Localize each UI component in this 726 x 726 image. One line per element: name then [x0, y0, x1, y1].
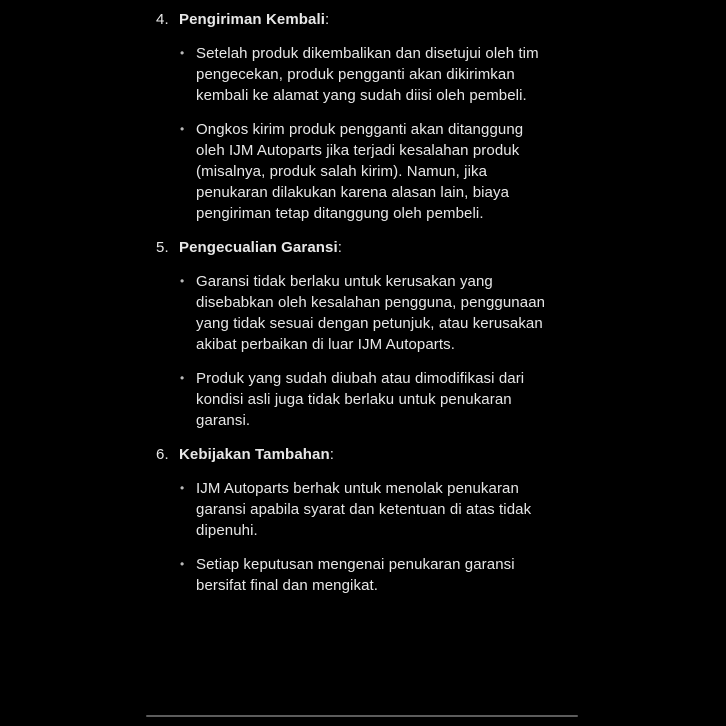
bullet-icon: •: [180, 371, 185, 385]
list-item: [146, 43, 580, 106]
section-number: 5.: [156, 239, 169, 256]
section-title-wrap: [179, 444, 334, 465]
section-title: Pengiriman Kembali: [179, 11, 326, 28]
bullet-icon: •: [180, 481, 185, 495]
bullet-text: Garansi tidak berlaku untuk kerusakan yang disebabkan oleh kesalahan pengguna, penggunaan yang tidak sesuai dengan petunjuk, atau kerusakan akibat perbaikan di luar IJM Autoparts.: [196, 273, 546, 353]
section-kebijakan-tambahan: [146, 444, 580, 609]
section-title: Pengecualian Garansi: [179, 239, 338, 256]
bullet-text: Setiap keputusan mengenai penukaran garansi bersifat final dan mengikat.: [196, 556, 515, 594]
section-heading: [146, 444, 580, 465]
list-item: [146, 368, 580, 431]
section-number: 6.: [156, 446, 169, 463]
bullet-icon: •: [180, 274, 185, 288]
section-heading: [146, 237, 580, 258]
bullet-icon: •: [180, 557, 185, 571]
section-title-wrap: [179, 9, 329, 30]
list-item: [146, 119, 580, 224]
section-title-suffix: :: [325, 11, 330, 28]
section-title: Kebijakan Tambahan: [179, 446, 330, 463]
list-item: [146, 554, 580, 596]
section-title-wrap: [179, 237, 342, 258]
policy-document: [146, 0, 580, 726]
section-heading: [146, 9, 580, 30]
bottom-divider: [146, 715, 578, 717]
bullet-text: Ongkos kirim produk pengganti akan ditanggung oleh IJM Autoparts jika terjadi kesalahan produk (misalnya, produk salah kirim). Namun, jika penukaran dilakukan karena alasan lain, biaya pengiriman tetap ditanggung oleh pembeli.: [196, 121, 524, 222]
section-pengecualian-garansi: [146, 237, 580, 444]
bullet-text: Setelah produk dikembalikan dan disetujui oleh tim pengecekan, produk pengganti akan dikirimkan kembali ke alamat yang sudah diisi oleh pembeli.: [196, 45, 539, 104]
section-title-suffix: :: [329, 446, 335, 463]
bullet-text: Produk yang sudah diubah atau dimodifikasi dari kondisi asli juga tidak berlaku untuk penukaran garansi.: [196, 370, 525, 429]
bullet-text: IJM Autoparts berhak untuk menolak penukaran garansi apabila syarat dan ketentuan di atas tidak dipenuhi.: [196, 480, 532, 539]
list-item: [146, 271, 580, 355]
section-title-suffix: :: [337, 239, 343, 256]
bullet-icon: •: [180, 122, 185, 136]
list-item: [146, 478, 580, 541]
section-number: 4.: [156, 11, 169, 28]
bullet-icon: •: [180, 46, 185, 60]
section-pengiriman-kembali: [146, 9, 580, 237]
